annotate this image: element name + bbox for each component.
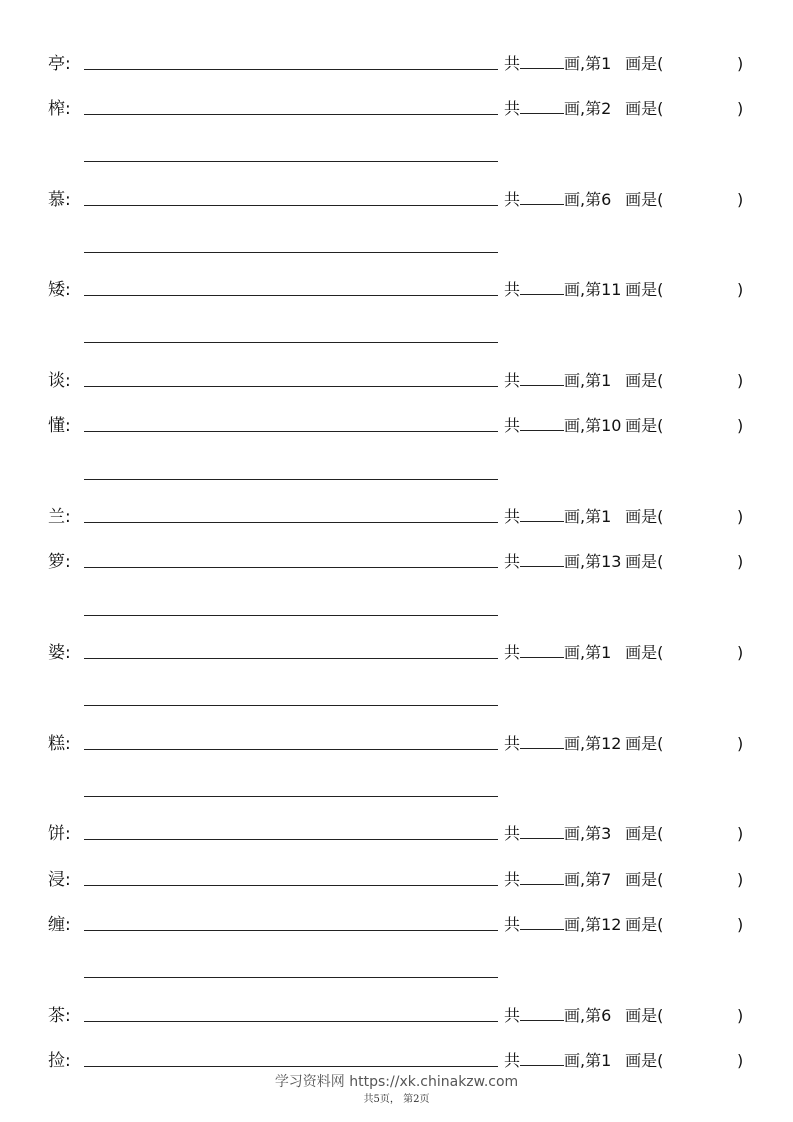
stroke-question: 共 画,第7 画是(: [504, 870, 664, 889]
answer-line-continuation[interactable]: [84, 342, 498, 343]
stroke-question: 共 画,第1 画是(: [504, 54, 664, 73]
target-character: 茶:: [48, 1006, 71, 1026]
answer-line-continuation[interactable]: [84, 161, 498, 162]
answer-line[interactable]: [84, 567, 498, 568]
stroke-question: 共 画,第12 画是(: [504, 915, 664, 934]
stroke-count-blank[interactable]: [520, 190, 564, 205]
answer-line[interactable]: [84, 386, 498, 387]
answer-line-continuation[interactable]: [84, 479, 498, 480]
exercise-row: 糕: 共 画,第12 画是( ): [48, 734, 744, 754]
answer-line[interactable]: [84, 1066, 498, 1067]
target-character: 糕:: [48, 734, 71, 754]
stroke-count-blank[interactable]: [520, 552, 564, 567]
stroke-question: 共 画,第13 画是(: [504, 552, 664, 571]
stroke-question: 共 画,第12 画是(: [504, 734, 664, 753]
answer-line[interactable]: [84, 205, 498, 206]
stroke-count-blank[interactable]: [520, 416, 564, 431]
exercise-row: 榨: 共 画,第2 画是( ): [48, 99, 744, 119]
target-character: 慕:: [48, 190, 71, 210]
stroke-count-blank[interactable]: [520, 507, 564, 522]
target-character: 兰:: [48, 507, 71, 527]
answer-line[interactable]: [84, 69, 498, 70]
answer-line[interactable]: [84, 295, 498, 296]
answer-line-continuation[interactable]: [84, 796, 498, 797]
answer-line[interactable]: [84, 839, 498, 840]
target-character: 懂:: [48, 416, 71, 436]
stroke-count-blank[interactable]: [520, 280, 564, 295]
target-character: 捡:: [48, 1051, 71, 1071]
target-character: 饼:: [48, 824, 71, 844]
stroke-count-blank[interactable]: [520, 99, 564, 114]
answer-line-continuation[interactable]: [84, 252, 498, 253]
target-character: 榨:: [48, 99, 71, 119]
exercise-row: 亭: 共 画,第1 画是( ): [48, 54, 744, 74]
stroke-question: 共 画,第1 画是(: [504, 1051, 664, 1070]
answer-line[interactable]: [84, 749, 498, 750]
stroke-count-blank[interactable]: [520, 371, 564, 386]
stroke-count-blank[interactable]: [520, 643, 564, 658]
stroke-count-blank[interactable]: [520, 54, 564, 69]
stroke-question: 共 画,第1 画是(: [504, 643, 664, 662]
answer-line[interactable]: [84, 522, 498, 523]
stroke-count-blank[interactable]: [520, 1006, 564, 1021]
answer-line[interactable]: [84, 1021, 498, 1022]
target-character: 谈:: [48, 371, 71, 391]
answer-line[interactable]: [84, 658, 498, 659]
stroke-question: 共 画,第10 画是(: [504, 416, 664, 435]
stroke-question: 共 画,第1 画是(: [504, 371, 664, 390]
answer-line[interactable]: [84, 114, 498, 115]
stroke-count-blank[interactable]: [520, 1051, 564, 1066]
stroke-question: 共 画,第3 画是(: [504, 824, 664, 843]
exercise-row: 箩: 共 画,第13 画是( ): [48, 552, 744, 572]
target-character: 缠:: [48, 915, 71, 935]
answer-line-continuation[interactable]: [84, 705, 498, 706]
target-character: 婆:: [48, 643, 71, 663]
stroke-count-blank[interactable]: [520, 915, 564, 930]
exercise-row: 矮: 共 画,第11 画是( ): [48, 280, 744, 300]
exercise-row: 缠: 共 画,第12 画是( ): [48, 915, 744, 935]
stroke-question: 共 画,第11 画是(: [504, 280, 664, 299]
target-character: 箩:: [48, 552, 71, 572]
stroke-count-blank[interactable]: [520, 824, 564, 839]
exercise-row: 浸: 共 画,第7 画是( ): [48, 870, 744, 890]
stroke-question: 共 画,第2 画是(: [504, 99, 664, 118]
footer-watermark: 学习资料网 https://xk.chinakzw.com: [274, 1074, 519, 1090]
exercise-row: 兰: 共 画,第1 画是( ): [48, 507, 744, 527]
stroke-question: 共 画,第1 画是(: [504, 507, 664, 526]
exercise-row: 懂: 共 画,第10 画是( ): [48, 416, 744, 436]
stroke-question: 共 画,第6 画是(: [504, 190, 664, 209]
target-character: 矮:: [48, 280, 71, 300]
target-character: 亭:: [48, 54, 71, 74]
exercise-row: 茶: 共 画,第6 画是( ): [48, 1006, 744, 1026]
answer-line-continuation[interactable]: [84, 977, 498, 978]
stroke-question: 共 画,第6 画是(: [504, 1006, 664, 1025]
stroke-count-blank[interactable]: [520, 870, 564, 885]
exercise-row: 捡: 共 画,第1 画是( ): [48, 1051, 744, 1071]
exercise-row: 慕: 共 画,第6 画是( ): [48, 190, 744, 210]
answer-line-continuation[interactable]: [84, 615, 498, 616]
target-character: 浸:: [48, 870, 71, 890]
stroke-count-blank[interactable]: [520, 734, 564, 749]
exercise-row: 谈: 共 画,第1 画是( ): [48, 371, 744, 391]
answer-line[interactable]: [84, 930, 498, 931]
answer-line[interactable]: [84, 431, 498, 432]
exercise-row: 饼: 共 画,第3 画是( ): [48, 824, 744, 844]
page-number: 共5页， 第2页: [363, 1094, 430, 1105]
exercise-row: 婆: 共 画,第1 画是( ): [48, 643, 744, 663]
answer-line[interactable]: [84, 885, 498, 886]
